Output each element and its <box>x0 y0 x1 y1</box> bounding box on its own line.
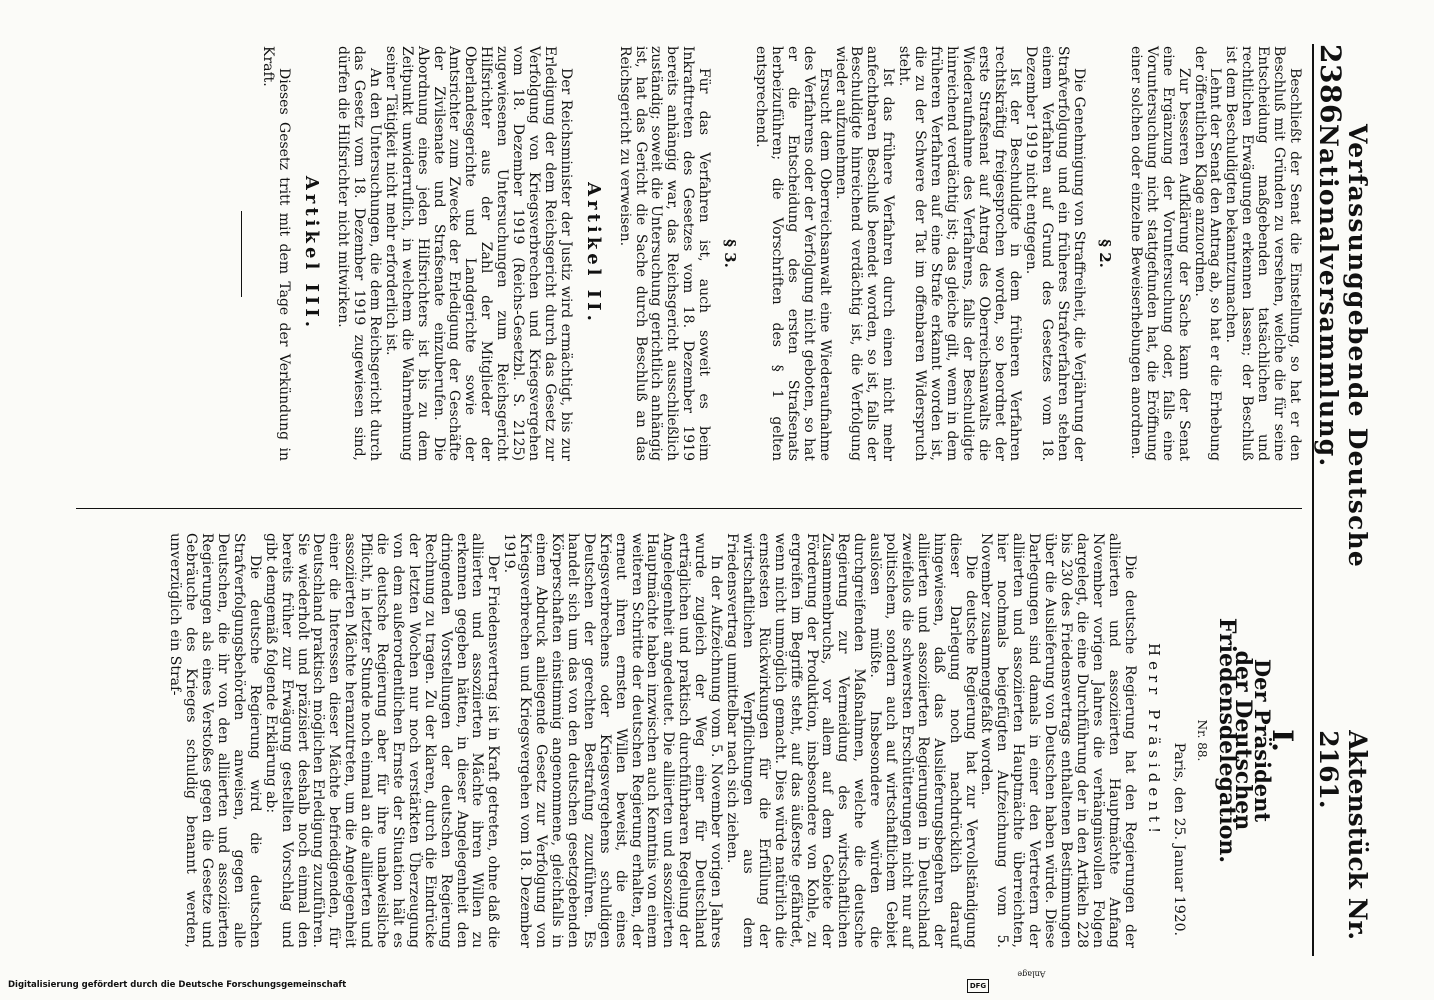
document-number: Aktenstück Nr. 2161. <box>1314 730 1372 941</box>
section-heading: § 2. <box>1096 239 1115 268</box>
paragraph: Die deutsche Regierung hat zur Vervollständigung dieser Darlegung noch nachdrücklich darauf hingewiesen, daß das Auslieferungsbegehren der alliierten und assoziierten Regierungen in Deutschland zweifellos die schwersten Erschütterungen nicht nur auf politischem, sondern auch auf wirtschaftlichem Gebiet auslösen müßte. Insbesondere würden die durchgreifenden Maßnahmen, welche die deutsche Regierung zur Vermeidung des wirtschaftlichen Zusammenbruchs, vor allem auf dem Gebiete der Förderung der Produktion, insbesondere von Kohle, zu ergreifen im Begriffe steht, auf das äußerste gefährdet, wenn nicht unmöglich gemacht. Dies würde natürlich die ernstesten Rückwirkungen für die Erfüllung der wirtschaftlichen Verpflichtungen aus dem Friedensvertrag unmittelbar nach sich ziehen. <box>724 533 979 948</box>
dfg-logo: DFG <box>967 979 989 993</box>
paragraph: Lehnt der Senat den Antrag ab, so hat er die Erhebung der öffentlichen Klage anzuordnen. <box>1191 46 1224 461</box>
paragraph: Die deutsche Regierung wird die deutschen Strafverfolgungsbehörden anweisen, gegen alle Deutschen, die ihr von den alliierten und assoziierten Regierungen als eines Verstoßes gegen die Gesetze und Gebräuche des Krieges schuldig benannt werden, unverzüglich ein Straf- <box>167 533 263 948</box>
page-number: 2386 <box>1314 44 1347 124</box>
margin-note: Anlage <box>1017 969 1046 979</box>
paragraph: In der Aufzeichnung vom 5. November vorigen Jahres wurde zugleich der Weg einer für Deutschland erträglichen und praktisch durchführbaren Regelung der Angelegenheit angedeutet. Die alliierten und assoziierten Hauptmächte haben inzwischen auch Kenntnis von einem weiteren Schritte der deutschen Regierung erhalten, der erneut ihren ernsten Willen beweist, die eines Kriegsverbrechens oder Kriegsvergehens schuldigen Deutschen der gerechten Bestrafung zuzuführen. Es handelt sich um das von den deutschen gesetzgebenden Körperschaften einstimmig angenommene, gleichfalls in einem Abdruck anliegende Gesetz zur Verfolgung von Kriegsverbrechen und Kriegsvergehen vom 18. Dezember 1919. <box>501 533 725 948</box>
document-reference: Nr. 88. <box>1195 719 1210 762</box>
paragraph: An den Untersuchungen, die dem Reichsgericht durch das Gesetz vom 18. Dezember 1919 zugewiesen sind, dürfen die Hilfsrichter nicht mitwirken. <box>335 46 383 461</box>
paragraph: Beschließt der Senat die Einstellung, so hat er den Beschluß mit Gründen zu versehen, welche die für seine Entscheidung maßgebenden tatsächlichen und rechtlichen Erwägungen erkennen lassen; der Beschluß ist dem Beschuldigten bekanntzumachen. <box>1223 46 1303 461</box>
roman-numeral: I. <box>1266 729 1299 752</box>
column-divider <box>76 508 1302 509</box>
salutation: Herr Präsident! <box>1144 643 1163 838</box>
left-column <box>217 46 1302 461</box>
paragraph: Die deutsche Regierung hat den Regierungen der alliierten und assoziierten Hauptmächte Anfang November vorigen Jahres die verhängnisvollen Folgen dargelegt, die eine Durchführung der in den Artikeln 228 bis 230 des Friedensvertrags enthaltenen Bestimmungen über die Auslieferung von Deutschen haben würde. Diese Darlegungen sind damals in einer den Vertretern der alliierten und assoziierten Hauptmächte überreichten, hier nochmals beigefügten Aufzeichnung vom 5. November zusammengefaßt worden. <box>978 533 1138 948</box>
paragraph: Der Friedensvertrag ist in Kraft getreten, ohne daß die alliierten und assoziierten Mächte ihren Willen zu erkennen gegeben hätten, in dieser Angelegenheit den dringenden Vorstellungen der deutschen Regierung Rechnung zu tragen. Zu der klaren, durch die Eindrücke der letzten Wochen nur noch verstärkten Überzeugung von dem außerordentlichen Ernste der Situation hält es die deutsche Regierung aber für ihre unabweisliche Pflicht, in letzter Stunde noch einmal an die alliierten und assoziierten Mächte heranzutreten, um die Angelegenheit einer die Interessen dieser Mächte befriedigenden, für Deutschland praktisch möglichen Erledigung zuzuführen. Sie wiederholt und präzisiert deshalb noch einmal den bereits früher zur Erwägung gestellten Vorschlag und gibt demgemäß folgende Erklärung ab: <box>262 533 502 948</box>
short-rule <box>241 211 242 297</box>
paragraph: Dieses Gesetz tritt mit dem Tage der Verkündung in Kraft. <box>260 46 293 461</box>
paragraph: Der Reichsminister der Justiz wird ermächtigt, bis zur Erledigung der dem Reichsgericht durch das Gesetz zur Verfolgung von Kriegsverbrechen und Kriegsvergehen vom 18. Dezember 1919 (Reichs-Gesetzbl. S. 2125) zugewiesenen Untersuchungen zum Reichsgericht Hilfsrichter aus der Zahl der Mitglieder der Oberlandesgerichte und Landgerichte sowie der Amtsrichter zum Zwecke der Erledigung der Geschäfte der Zivilsenate und Strafsenate einzuberufen. Die Abordnung eines jeden Hilfsrichters ist bis zu dem Zeitpunkt unwiderruflich, in welchem die Wahrnehmung seiner Tätigkeit nicht mehr erforderlich ist. <box>382 46 574 461</box>
digitization-footer: Digitalisierung gefördert durch die Deutsche Forschungsgemeinschaft <box>8 980 347 990</box>
paragraph: Ersucht dem Oberreichsanwalt eine Wiederaufnahme des Verfahrens oder der Verfolgung nicht geboten, so hat er die Entscheidung des ersten Strafsenats herbeizuführen; die Vorschriften des § 1 gelten entsprechend. <box>753 46 833 461</box>
right-column <box>166 533 1302 948</box>
section-heading: § 3. <box>721 239 740 268</box>
paragraph: Die Genehmigung von Straffreiheit, die Verjährung der Strafverfolgung und ein früheres Strafverfahren stehen einem Verfahren auf Grund des Gesetzes vom 18. Dezember 1919 nicht entgegen. <box>1023 46 1088 461</box>
paragraph: Zur besseren Aufklärung der Sache kann der Senat eine Ergänzung der Voruntersuchung oder, falls eine Voruntersuchung nicht stattgefunden hat, die Eröffnung einer solchen oder einzelne Beweiserhebungen anordnen. <box>1127 46 1192 461</box>
paragraph: Ist das frühere Verfahren durch einen nicht mehr anfechtbaren Beschluß beendet worden, so ist, falls der Beschuldigte hinreichend verdächtig ist, die Verfolgung wieder aufzunehmen. <box>832 46 897 461</box>
article-heading: Artikel II. <box>582 182 604 325</box>
running-header <box>1312 44 1372 956</box>
document-subtitle: der Deutschen Friedensdelegation. <box>1214 617 1257 864</box>
dateline: Paris, den 25. Januar 1920. <box>1171 742 1188 936</box>
paragraph: Für das Verfahren ist, auch soweit es beim Inkrafttreten des Gesetzes vom 18. Dezember 1919 bereits anhängig war, das Reichsgericht ausschließlich zuständig; soweit die Untersuchung gerichtlich anhängig ist, hat das Gericht die Sache durch Beschluß an das Reichsgericht zu verweisen. <box>616 46 713 461</box>
assembly-title: Verfassunggebende Deutsche Nationalversammlung. <box>1314 123 1372 568</box>
paragraph: Ist der Beschuldigte in dem früheren Verfahren rechtskräftig freigesprochen worden, so beordnet der erste Strafsenat auf Antrag des Oberreichsanwalts die Wiederaufnahme des Verfahrens, falls der Beschuldigte hinreichend verdächtig ist; das gleiche gilt, wenn in dem früheren Verfahren auf eine Strafe erkannt worden ist, die zu der Schwere der Tat im offenbaren Widerspruch steht. <box>896 46 1024 461</box>
article-heading: Artikel III. <box>301 175 323 332</box>
document-title: Der Präsident <box>1250 658 1276 823</box>
